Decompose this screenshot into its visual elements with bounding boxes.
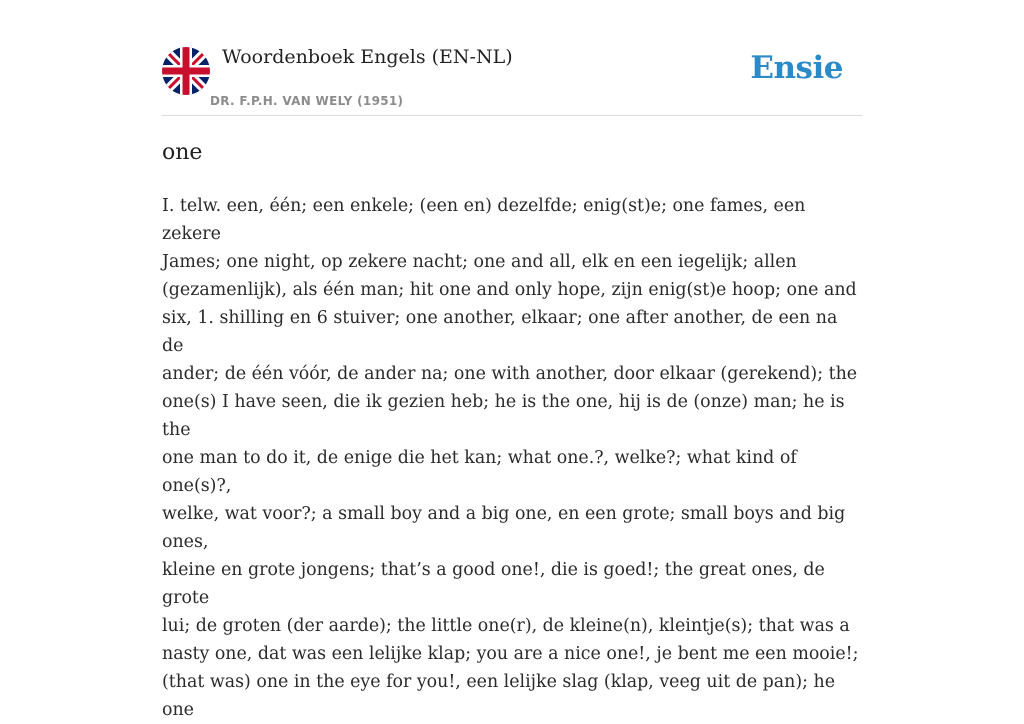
definition-line: six, 1. shilling en 6 stuiver; one another, elkaar; one after another, de een na de [162,308,838,356]
entry-headword: one [162,140,203,165]
page-container [162,0,862,720]
dictionary-author: DR. F.P.H. VAN WELY (1951) [210,94,404,108]
definition-line: (gezamenlijk), als één man; hit one and only hope, zijn enig(st)e hoop; one and [162,280,857,300]
ensie-logo-link[interactable]: Ensie [750,50,843,86]
definition-line: one man to do it, de enige die het kan; what one.?, welke?; what kind of one(s)?, [162,448,797,496]
definition-line: (that was) one in the eye for you!, een lelijke slag (klap, veeg uit de pan); he one [162,672,836,720]
definition-line: I. telw. een, één; een enkele; (een en) dezelfde; enig(st)e; one fames, een zekere [162,196,806,244]
definition-line: nasty one, dat was een lelijke klap; you are a nice one!, je bent me een mooie!; [162,644,859,664]
definition-line: one(s) I have seen, die ik gezien heb; he is the one, hij is de (onze) man; he is the [162,392,845,440]
definition-line: kleine en grote jongens; that’s a good one!, die is goed!; the great ones, de grote [162,560,825,608]
definition-line: ander; de één vóór, de ander na; one with another, door elkaar (gerekend); the [162,364,858,384]
uk-flag-icon [162,47,210,95]
dictionary-title[interactable]: Woordenboek Engels (EN-NL) [222,46,513,68]
entry-definition [162,192,862,724]
definition-line: welke, wat voor?; a small boy and a big one, en een grote; small boys and big ones, [162,504,846,552]
definition-line: lui; de groten (der aarde); the little one(r), de kleine(n), kleintje(s); that was a [162,616,850,636]
dictionary-header [162,0,862,116]
definition-line: James; one night, op zekere nacht; one and all, elk en een iegelijk; allen [162,252,797,272]
